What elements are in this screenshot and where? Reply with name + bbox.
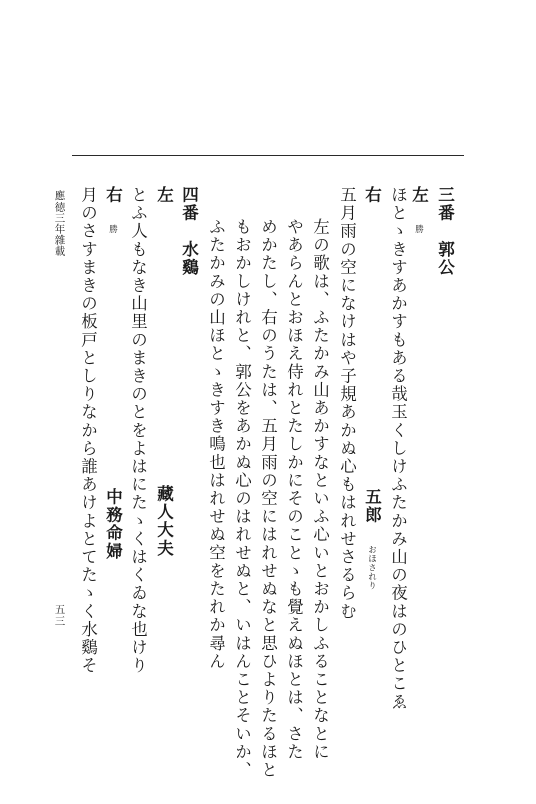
round4-right-author: 中務命婦: [103, 488, 123, 561]
round3-right-author: [363, 488, 380, 590]
round3-judgment-line-3: めかたし、右のうたは、五月雨の空にはれせぬなと思ひよりたるほと: [258, 218, 278, 780]
round4-right-poem: 月のさすまきの板戸としりなから誰あけよとてたゝく水鷄そ: [78, 186, 98, 675]
running-head: 應徳三年雜載: [53, 190, 66, 257]
round3-header: [436, 186, 453, 277]
round4-left-poem: とふ人もなき山里のまきのとをよはにたゝくはくゐな也けり: [128, 186, 148, 675]
round3-judgment-line-5: ふたかみの山ほとゝきすき鳴也はれせぬ空をたれか尋ん: [206, 218, 226, 671]
round4-header: 四番 水鷄: [179, 186, 199, 277]
round4-right-label: 右: [103, 186, 123, 205]
round4-left-author: 藏人大夫: [154, 485, 174, 558]
round4-left-label: 左: [154, 186, 174, 205]
round3-header-text: 三番 郭公: [435, 186, 455, 277]
round3-judgment-line-1: 左の歌は、ふたかみ山あかすなといふ心いとおかしふることなとに: [310, 218, 330, 761]
round3-left-label: 左: [409, 186, 429, 205]
round3-left-poem: ほとゝきすあかすもある哉玉くしけふたかみ山の夜はのひとこゑ: [388, 186, 408, 711]
round3-left-column: [410, 186, 427, 234]
round3-right-label: 右: [362, 186, 382, 205]
round3-judgment-line-2: やあらんとおほえ侍れとたしかにそのことゝも覺えぬほとは、さた: [284, 218, 304, 761]
round4-right-column: [104, 186, 121, 234]
round3-judgment-line-4: もおかしけれと、郭公をあかぬ心のはれせぬと、いはんことそいか、: [232, 218, 252, 780]
header-rule: [72, 155, 464, 156]
round3-right-poem: 五月雨の空になけはや子規あかぬ心もはれせさるらむ: [337, 186, 357, 621]
round4-right-result: 勝: [107, 224, 118, 234]
round3-right-author-note: おほされり: [366, 544, 377, 590]
page-number: 五三: [53, 604, 66, 627]
round3-right-author-name: 五郎: [362, 488, 382, 525]
round3-left-result: 勝: [413, 224, 424, 234]
